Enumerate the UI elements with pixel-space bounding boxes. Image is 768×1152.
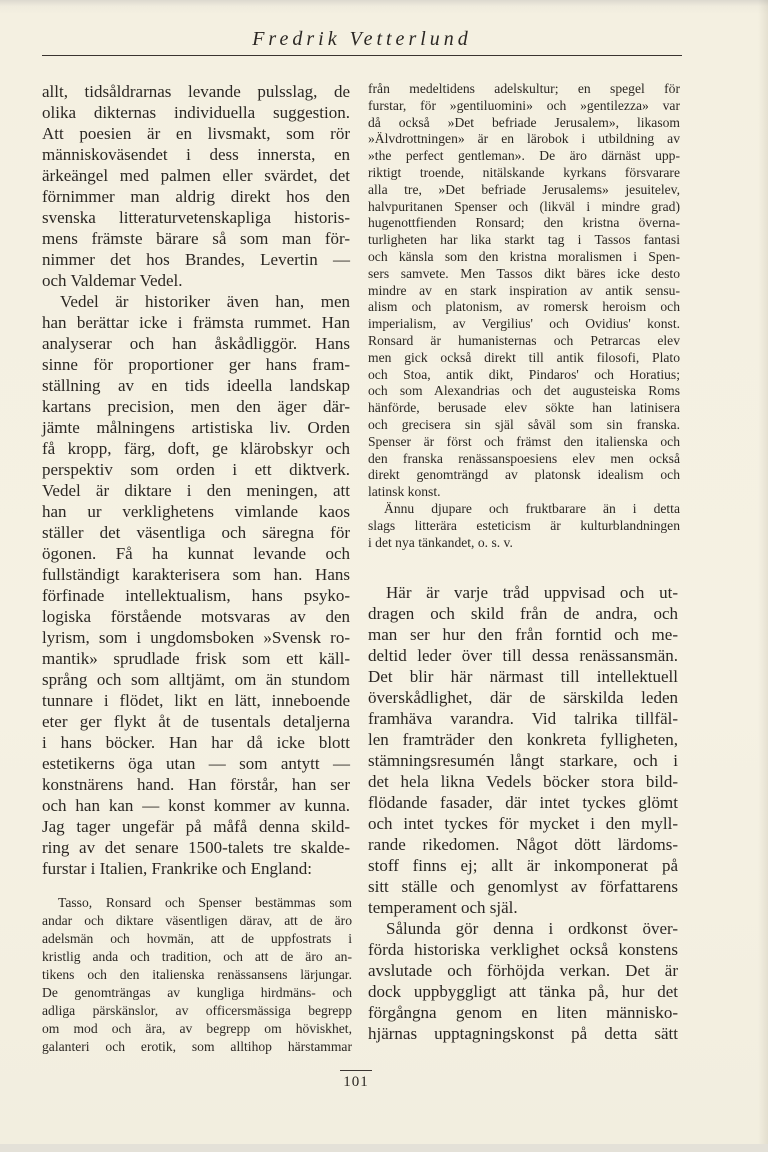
text-line: och grecisera sin själ såväl som sin franska. — [368, 416, 680, 432]
text-line: furstar, för »gentiluomini» och »gentilezza» var — [368, 97, 680, 113]
page-number: 101 — [343, 1074, 369, 1090]
text-line: Att poesien är en livsmakt, som rör — [42, 124, 350, 143]
text-line: analyserar och han åskådliggör. Hans — [42, 334, 350, 353]
paragraph — [42, 894, 352, 1056]
text-line: Ännu djupare och fruktbarare än i detta — [384, 500, 680, 516]
text-line: förnimmer man aldrig direkt hos den — [42, 187, 350, 206]
text-line: avslutade och förhöjda verkan. Det är — [368, 961, 678, 980]
text-line: man ser hur den från forntid och me- — [368, 625, 678, 644]
text-line: deltid leder över till dessa renässansmän. — [368, 646, 678, 665]
text-line: Ronsard är humanisternas och Petrarcas elev — [368, 332, 680, 348]
text-line: tunnare i flödet, likt en lätt, inneboende — [42, 691, 350, 710]
text-line: det hela likna Vedels böcker stora bild- — [368, 772, 678, 791]
text-line: och intet tyckes för mycket i den myll- — [368, 814, 678, 833]
running-title — [0, 28, 768, 51]
text-line: olika dikternas individuella suggestion. — [42, 103, 350, 122]
text-line: flödande fasader, där intet tyckes glömt — [368, 793, 678, 812]
text-line: nimmer det hos Brandes, Levertin — — [42, 250, 350, 269]
text-line: kristlig anda och tradition, och att de äro an- — [42, 949, 352, 964]
text-line: Det blir här närmast till intellektuell — [368, 667, 678, 686]
text-line: stämningsresumén långt starkare, och i — [368, 751, 678, 770]
text-line: riktigt troende, nitälskande kyrkans försvarare — [368, 164, 680, 180]
text-line: alla tre, »Det befriade Jerusalems» jesuitelev, — [368, 181, 680, 197]
text-line: men gick också direkt till antik filosofi, Plato — [368, 349, 680, 365]
text-line: direkt genomträngd av platonsk idealism och — [368, 467, 680, 483]
text-line: språng och som alltjämt, om än stundom — [42, 670, 350, 689]
text-line: ring av det senare 1500-talets tre skalde- — [42, 838, 350, 857]
text-line: Här är varje tråd uppvisad och ut- — [386, 583, 678, 602]
text-line: mantik» sprudlade frisk som ett käll- — [42, 649, 350, 668]
text-line: logiska förstående motsvaras av den — [42, 607, 350, 626]
text-line: Sålunda gör denna i ordkonst över- — [386, 919, 678, 938]
text-line: eter ger flykt åt de tusentals detaljerna — [42, 712, 350, 731]
text-line: om mod och ära, av begrepp om höviskhet, — [42, 1021, 352, 1036]
text-line: och känsla som den kristna moralismen i Spen- — [368, 248, 680, 264]
text-line: perspektiv som orden i ett diktverk. — [42, 460, 350, 479]
paragraph — [368, 501, 680, 551]
text-line: temperament och själ. — [368, 898, 518, 917]
text-line: få kropp, färg, doft, ge klärobskyr och — [42, 439, 350, 458]
paragraph — [368, 918, 678, 1044]
text-line: den franska renässanspoesiens elev men också — [368, 450, 680, 466]
paragraph — [42, 81, 350, 291]
right-column-body — [368, 582, 678, 1044]
text-line: och Valdemar Vedel. — [42, 271, 183, 290]
text-line: adliga pärskänslor, av officersmässiga begrepp — [42, 1003, 352, 1018]
left-column-footnote — [42, 894, 352, 1056]
text-line: dragen och skild från de andra, och — [368, 604, 678, 623]
text-line: fullständigt karakterisera som han. Hans — [42, 565, 350, 584]
text-line: ställning av en tids ideella landskap — [42, 376, 350, 395]
text-line: len framträder den konkreta fylligheten, — [368, 730, 678, 749]
paragraph — [368, 81, 680, 501]
paragraph — [368, 582, 678, 918]
text-line: slags litterära esteticism är kulturblandningen — [368, 517, 680, 533]
text-line: i hans böcker. Han har då icke blott — [42, 733, 350, 752]
text-line: andar och diktare väsentligen därav, att de äro — [42, 913, 352, 928]
text-line: hänförde, berusade elev sökte han latinisera — [368, 400, 680, 416]
header-rule — [42, 55, 682, 56]
text-line: människoväsendet i dess innersta, en — [42, 145, 350, 164]
text-line: kartans precision, men den äger där- — [42, 397, 350, 416]
text-line: latinsk konst. — [368, 484, 441, 500]
text-line: allt, tidsåldrarnas levande pulsslag, de — [42, 82, 350, 101]
text-line: »the perfect gentleman». De äro därnäst upp- — [368, 148, 680, 164]
text-line: rande rikedomen. Något dött lärdoms- — [368, 835, 678, 854]
text-line: förda historiska verklighet också konstens — [368, 940, 678, 959]
text-line: han ur verklighetens vimlande kaos — [42, 502, 350, 521]
text-line: ställer det väsentliga och säregna för — [42, 523, 350, 542]
text-line: Spenser är först och främst den italienska och — [368, 433, 680, 449]
text-line: Jag tager ungefär på måfå denna skild- — [42, 817, 350, 836]
left-column-body — [42, 81, 350, 879]
text-line: galanteri och erotik, som alltihop härstammar — [42, 1039, 352, 1054]
text-line: De genomträngas av kungliga hirdmäns- och — [42, 985, 352, 1000]
text-line: lyrism, som i ungdomsboken »Svensk ro- — [42, 628, 350, 647]
text-line: jämte målningens artistiska liv. Orden — [42, 418, 350, 437]
text-line: överskådlighet, där de särskilda leden — [368, 688, 678, 707]
text-line: då också »Det befriade Jerusalem», likasom — [368, 114, 680, 130]
right-column-footnote — [368, 81, 680, 551]
text-line: mindre av en stark inspiration av antik sensu- — [368, 282, 680, 298]
text-line: från medeltidens adelskultur; en spegel för — [368, 81, 680, 96]
text-line: alism och platonism, av romersk heroism och — [368, 299, 680, 315]
text-line: och han kan — konst kommer av kunna. — [42, 796, 350, 815]
text-line: »Älvdrottningen» är en lärobok i utbildning av — [368, 131, 680, 147]
text-line: sers samvete. Men Tassos dikt bäres icke desto — [368, 265, 680, 281]
text-line: ärkeängel med palmen eller svärdet, det — [42, 166, 350, 185]
text-line: estetikerns öga utan — som antytt — — [42, 754, 350, 773]
text-line: konstnärens hand. Han förstår, han ser — [42, 775, 350, 794]
text-line: Tasso, Ronsard och Spenser bestämmas som — [58, 895, 352, 910]
text-line: imperialism, av Vergilius' och Ovidius' konst. — [368, 316, 680, 332]
text-line: furstar i Italien, Frankrike och England: — [42, 859, 313, 878]
text-line: Vedel är diktare i den meningen, att — [42, 481, 350, 500]
text-line: tikens och den italienska renässansens lärjungar. — [42, 967, 352, 982]
text-line: förgångna genom en liten människo- — [368, 1003, 678, 1022]
scan-bottom-edge — [0, 1144, 768, 1152]
text-line: Vedel är historiker även han, men — [60, 292, 350, 311]
text-line: i det nya tänkandet, o. s. v. — [368, 534, 513, 550]
text-line: han berättar icke i främsta rummet. Han — [42, 313, 350, 332]
text-line: turligheten har lika starkt tag i Tassos fantasi — [368, 232, 680, 248]
text-line: sitt ställe och genomlyst av författarens — [368, 877, 678, 896]
text-line: hugenottfienden Ronsard; den kristna överna- — [368, 215, 680, 231]
text-line: halvpuritanen Spenser och (likväl i mindre grad) — [368, 198, 680, 214]
text-line: och Stoa, antik dikt, Pindaros' och Horatius; — [368, 366, 680, 382]
running-title-text: Fredrik Vetterlund — [252, 28, 472, 50]
text-line: adelsmän och hovmän, att de uppfostrats i — [42, 931, 352, 946]
text-line: mens främste bärare så som man för- — [42, 229, 350, 248]
text-line: framhäva varandra. Vid talrika tillfäl- — [368, 709, 678, 728]
text-line: dock uppbyggligt att tänka på, hur det — [368, 982, 678, 1001]
text-line: förfinade intellektualism, hans psyko- — [42, 586, 350, 605]
text-line: sinne för proportioner ger hans fram- — [42, 355, 350, 374]
paragraph — [42, 291, 350, 879]
text-line: och som Alexandrias och det augusteiska Roms — [368, 383, 680, 399]
text-line: stoff finns ej; allt är inkomponerat på — [368, 856, 678, 875]
text-line: ögonen. Få ha kunnat levande och — [42, 544, 350, 563]
page-number-rule — [340, 1070, 372, 1071]
text-line: hjärnas upptagningskonst på detta sätt — [368, 1024, 678, 1043]
page-edge-shadow — [758, 0, 768, 1152]
text-line: svenska litteraturvetenskapliga historis- — [42, 208, 350, 227]
